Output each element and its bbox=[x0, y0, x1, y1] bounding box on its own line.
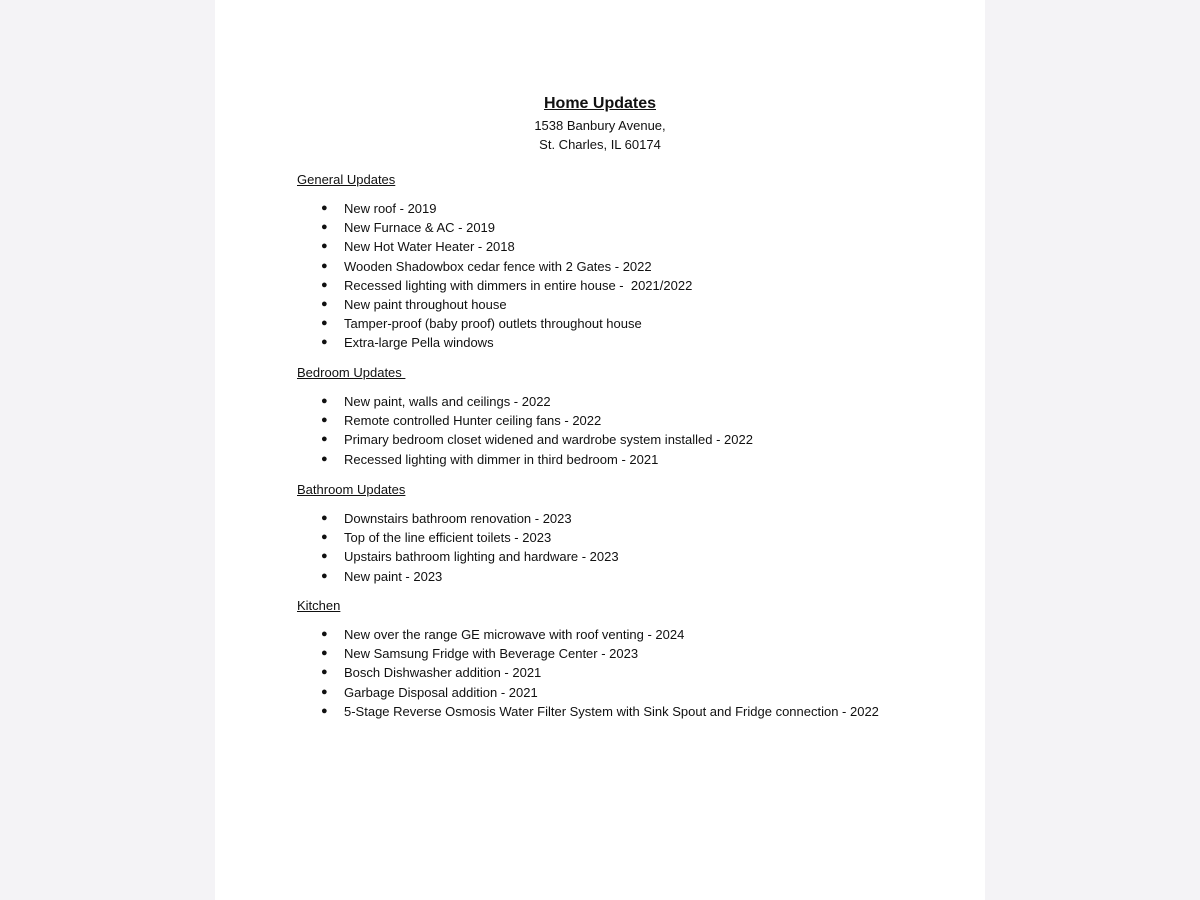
list-item-text: 5-Stage Reverse Osmosis Water Filter System with Sink Spout and Fridge connection - 2022 bbox=[344, 703, 879, 719]
list-item bbox=[297, 644, 937, 663]
list-item bbox=[297, 218, 937, 237]
bullet-icon: ● bbox=[321, 221, 328, 234]
list-item bbox=[297, 663, 937, 682]
list-item-text: Bosch Dishwasher addition - 2021 bbox=[344, 665, 542, 681]
list-item bbox=[297, 683, 937, 702]
bullet-list bbox=[297, 199, 937, 353]
bullet-icon: ● bbox=[321, 704, 328, 717]
list-item-text: New paint - 2023 bbox=[344, 568, 443, 584]
bullet-icon: ● bbox=[321, 628, 328, 640]
list-item bbox=[297, 276, 937, 295]
section-bedroom-updates bbox=[297, 363, 937, 469]
list-item-text: Recessed lighting with dimmers in entire house - 2021/2022 bbox=[344, 277, 693, 293]
list-item bbox=[297, 333, 937, 352]
document-title: Home Updates bbox=[543, 95, 657, 112]
bullet-list bbox=[297, 392, 937, 469]
list-item-text: Extra-large Pella windows bbox=[344, 335, 494, 351]
address-line-2: St. Charles, IL 60174 bbox=[539, 137, 661, 152]
section-heading: Bathroom Updates bbox=[297, 482, 406, 497]
list-item bbox=[297, 314, 937, 333]
list-item bbox=[297, 392, 937, 411]
list-item bbox=[297, 430, 937, 449]
document-page bbox=[215, 0, 985, 900]
list-item-text: Recessed lighting with dimmer in third bedroom - 2021 bbox=[344, 451, 659, 467]
list-item-text: New roof - 2019 bbox=[344, 201, 437, 216]
bullet-icon: ● bbox=[321, 531, 328, 544]
list-item-text: Upstairs bathroom lighting and hardware - 2023 bbox=[344, 549, 619, 565]
list-item bbox=[297, 509, 937, 528]
list-item-text: New Hot Water Heater - 2018 bbox=[344, 239, 515, 255]
bullet-list bbox=[297, 625, 937, 721]
bullet-icon: ● bbox=[321, 452, 328, 465]
bullet-icon: ● bbox=[321, 297, 328, 310]
list-item-text: Wooden Shadowbox cedar fence with 2 Gates - 2022 bbox=[344, 258, 652, 274]
list-item bbox=[297, 567, 937, 586]
list-item-text: New over the range GE microwave with roof venting - 2024 bbox=[344, 627, 685, 642]
list-item bbox=[297, 625, 937, 644]
list-item-text: New Furnace & AC - 2019 bbox=[344, 220, 496, 236]
list-item bbox=[297, 199, 937, 218]
list-item-text: Tamper-proof (baby proof) outlets throughout house bbox=[344, 316, 642, 332]
section-general-updates bbox=[297, 170, 937, 353]
bullet-icon: ● bbox=[321, 395, 328, 407]
list-item-text: New paint throughout house bbox=[344, 296, 507, 312]
list-item-text: Downstairs bathroom renovation - 2023 bbox=[344, 511, 572, 526]
bullet-icon: ● bbox=[321, 414, 328, 427]
bullet-icon: ● bbox=[321, 550, 328, 563]
bullet-icon: ● bbox=[321, 685, 328, 698]
list-item-text: Remote controlled Hunter ceiling fans - 2022 bbox=[344, 413, 602, 429]
section-heading: Kitchen bbox=[297, 598, 341, 613]
bullet-icon: ● bbox=[321, 240, 328, 253]
section-heading: Bedroom Updates bbox=[297, 365, 406, 380]
bullet-list bbox=[297, 509, 937, 586]
list-item bbox=[297, 411, 937, 430]
bullet-icon: ● bbox=[321, 647, 328, 660]
bullet-icon: ● bbox=[321, 336, 328, 349]
list-item-text: Garbage Disposal addition - 2021 bbox=[344, 684, 538, 700]
list-item-text: Top of the line efficient toilets - 2023 bbox=[344, 530, 552, 546]
address-line-1: 1538 Banbury Avenue, bbox=[534, 118, 666, 133]
list-item bbox=[297, 528, 937, 547]
list-item bbox=[297, 257, 937, 276]
list-item-text: New Samsung Fridge with Beverage Center - 2023 bbox=[344, 646, 639, 662]
section-heading: General Updates bbox=[297, 172, 396, 187]
section-bathroom-updates bbox=[297, 480, 937, 586]
list-item bbox=[297, 547, 937, 566]
bullet-icon: ● bbox=[321, 278, 328, 291]
list-item bbox=[297, 295, 937, 314]
bullet-icon: ● bbox=[321, 317, 328, 330]
list-item-text: Primary bedroom closet widened and wardrobe system installed - 2022 bbox=[344, 432, 753, 448]
section-kitchen bbox=[297, 596, 937, 721]
bullet-icon: ● bbox=[321, 259, 328, 272]
bullet-icon: ● bbox=[321, 433, 328, 446]
bullet-icon: ● bbox=[321, 569, 328, 582]
list-item bbox=[297, 450, 937, 469]
list-item-text: New paint, walls and ceilings - 2022 bbox=[344, 394, 551, 409]
bullet-icon: ● bbox=[321, 512, 328, 524]
list-item bbox=[297, 237, 937, 256]
bullet-icon: ● bbox=[321, 202, 328, 214]
list-item bbox=[297, 702, 937, 721]
bullet-icon: ● bbox=[321, 666, 328, 679]
